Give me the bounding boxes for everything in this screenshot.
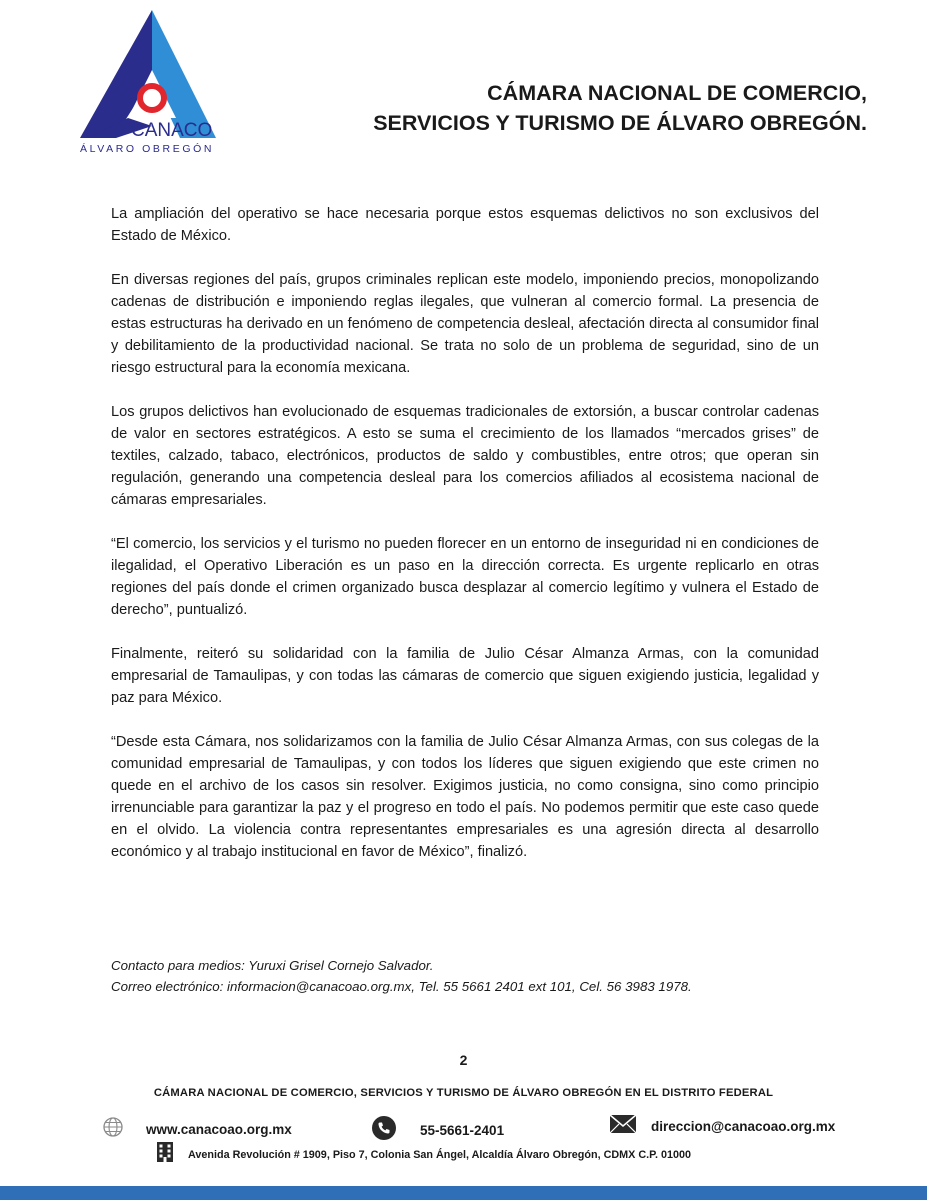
globe-icon xyxy=(102,1116,124,1143)
contact-line-email: Correo electrónico: informacion@canacoao.org.mx, Tel. 55 5661 2401 ext 101, Cel. 56 3983 1978. xyxy=(111,979,692,994)
header-title-line1: CÁMARA NACIONAL DE COMERCIO, xyxy=(487,81,867,105)
footer-organization: CÁMARA NACIONAL DE COMERCIO, SERVICIOS Y TURISMO DE ÁLVARO OBREGÓN EN EL DISTRITO FEDERAL xyxy=(153,1087,774,1099)
footer-website[interactable] xyxy=(102,1116,292,1143)
building-icon xyxy=(156,1141,174,1168)
paragraph: “El comercio, los servicios y el turismo no pueden florecer en un entorno de inseguridad ni en condiciones de ilegalidad, el Operativo Liberación es un paso en la dirección correcta. Es urgente replicarlo en otras regiones del país donde el crimen organizado busca desplazar al comercio legítimo y vulnera el Estado de derecho”, puntualizó. xyxy=(111,536,819,618)
address-text: Avenida Revolución # 1909, Piso 7, Colonia San Ángel, Alcaldía Álvaro Obregón, CDMX C.P. 01000 xyxy=(188,1148,692,1161)
header-title-line2: SERVICIOS Y TURISMO DE ÁLVARO OBREGÓN. xyxy=(373,111,867,135)
paragraph: Los grupos delictivos han evolucionado de esquemas tradicionales de extorsión, a buscar controlar cadenas de valor en sectores estratégicos. A esto se suma el crecimiento de los llamados “mercados grises” de textiles, calzado, tabaco, electrónicos, productos de saldo y combustibles, entre otros; que operan sin regulación, generando una competencia desleal para los comercios afiliados al ecosistema nacional de cámaras empresariales. xyxy=(111,404,819,508)
phone-number[interactable]: 55-5661-2401 xyxy=(420,1123,505,1138)
footer-address xyxy=(156,1141,691,1168)
canaco-logo xyxy=(76,8,226,160)
article-body xyxy=(111,203,819,863)
paragraph: “Desde esta Cámara, nos solidarizamos con la familia de Julio César Almanza Armas, con sus colegas de la comunidad empresarial de Tamaulipas, y con todos los líderes que siguen exigiendo que este crimen no quede en el archivo de los casos sin resolver. Exigimos justicia, no como consigna, sino como principio irrenunciable para garantizar la paz y el progreso en todo el país. No podemos permitir que este caso quede en el olvido. La violencia contra representantes empresariales es una agresión directa al desarrollo económico y al trabajo institucional en favor de México”, finalizó. xyxy=(111,734,819,860)
logo-name: CANACO xyxy=(131,120,213,141)
footer-color-bar xyxy=(0,1186,927,1200)
footer-email[interactable] xyxy=(609,1113,835,1140)
paragraph: La ampliación del operativo se hace necesaria porque estos esquemas delictivos no son exclusivos del Estado de México. xyxy=(111,206,819,244)
logo-subtitle: ÁLVARO OBREGÓN xyxy=(80,143,215,155)
paragraph: En diversas regiones del país, grupos criminales replican este modelo, imponiendo precios, monopolizando cadenas de distribución e imponiendo reglas ilegales, que vulneran al comercio formal. La presencia de estas estructuras ha derivado en un fenómeno de competencia desleal, afectación directa al consumidor final y debilitamiento de la productividad nacional. Se trata no solo de un problema de seguridad, sino de un riesgo estructural para la economía mexicana. xyxy=(111,272,819,376)
contact-line-name: Contacto para medios: Yuruxi Grisel Cornejo Salvador. xyxy=(111,958,434,973)
header-title xyxy=(373,78,867,138)
page-number: 2 xyxy=(459,1052,468,1068)
paragraph: Finalmente, reiteró su solidaridad con la familia de Julio César Almanza Armas, con la comunidad empresarial de Tamaulipas, y con todas las cámaras de comercio que siguen exigiendo justicia, legalidad y paz para México. xyxy=(111,646,819,706)
media-contact xyxy=(111,955,831,997)
envelope-icon xyxy=(609,1113,637,1140)
website-link[interactable]: www.canacoao.org.mx xyxy=(146,1122,292,1137)
email-link[interactable]: direccion@canacoao.org.mx xyxy=(651,1119,836,1134)
